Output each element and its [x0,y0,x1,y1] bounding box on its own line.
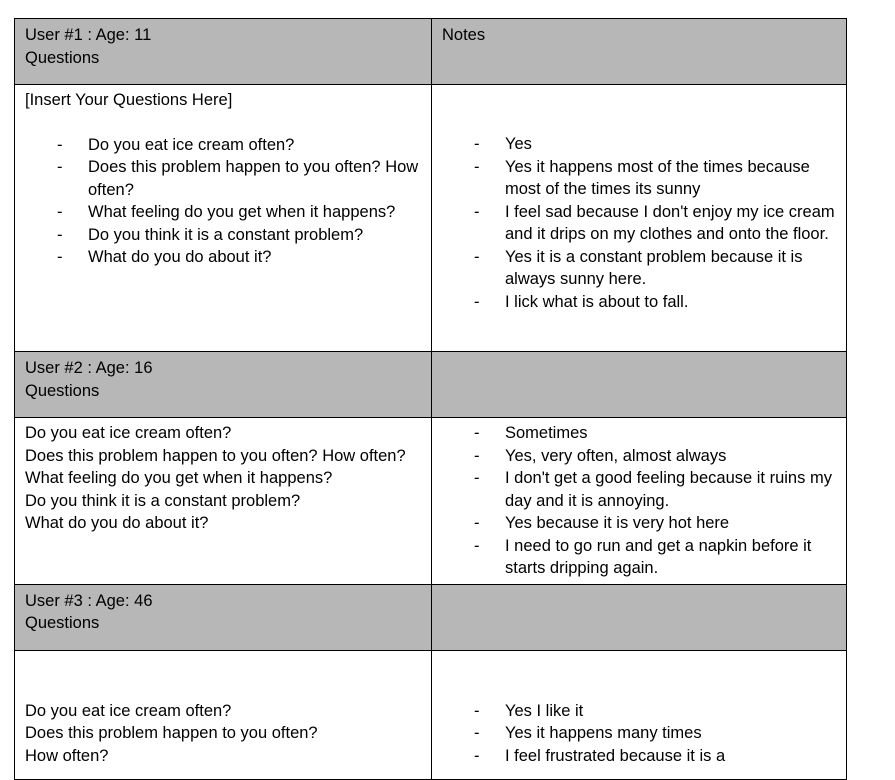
list-item: - Yes it happens most of the times because most of the times its sunny [442,156,836,201]
question-text: What feeling do you get when it happens? [25,469,333,487]
list-item: - I feel frustrated because it is a [442,745,836,768]
list-item: - Do you eat ice cream often? [25,134,421,157]
user-2-header-row [15,352,847,418]
list-item: - Does this problem happen to you often? How often? [25,156,421,201]
user-1-questions-label: Questions [25,48,100,67]
user-1-body-row [15,85,847,352]
user-1-questions-list [25,134,421,269]
list-item: - I don't get a good feeling because it ruins my day and it is annoying. [442,467,836,512]
user-1-header-cell[interactable] [15,19,432,85]
user-3-title: User #3 : Age: 46 [25,591,153,610]
interview-table [14,18,847,780]
user-1-notes-cell[interactable] [432,85,847,352]
user-3-answers-list [442,700,836,768]
question-text: Do you eat ice cream often? [25,424,232,442]
user-2-notes-cell[interactable] [432,418,847,585]
list-item: - I need to go run and get a napkin before it starts dripping again. [442,535,836,580]
user-1-header-row [15,19,847,85]
list-item: - What do you do about it? [25,246,421,269]
list-item: - Yes it is a constant problem because it is always sunny here. [442,246,836,291]
list-item: - What feeling do you get when it happens? [25,201,421,224]
question-text: Do you eat ice cream often? [25,701,232,720]
list-item: - Yes I like it [442,700,836,723]
list-item: - I feel sad because I don't enjoy my ice cream and it drips on my clothes and onto the floor. [442,201,836,246]
user-3-questions-cell[interactable] [15,650,432,779]
user-2-header-cell[interactable] [15,352,432,418]
list-item: - Do you think it is a constant problem? [25,224,421,247]
notes-label: Notes [442,26,486,44]
question-text: How often? [25,746,109,765]
user-2-title: User #2 : Age: 16 [25,359,153,377]
question-text: What do you do about it? [25,514,209,532]
user-2-body-row [15,418,847,585]
question-text: Do you think it is a constant problem? [25,491,301,510]
list-item: - Sometimes [442,422,836,445]
list-item: - Yes it happens many times [442,722,836,745]
question-text: Does this problem happen to you often? [25,724,318,742]
user-3-notes-header-cell[interactable] [432,584,847,650]
user-2-questions-label: Questions [25,381,100,400]
question-text: Does this problem happen to you often? How often? [25,446,406,465]
notes-header-cell[interactable] [432,19,847,85]
user-3-questions-label: Questions [25,614,100,632]
user-3-header-row [15,584,847,650]
list-item: - Yes [442,133,836,156]
list-item: - Yes because it is very hot here [442,512,836,535]
user-3-body-row [15,650,847,779]
list-item: - Yes, very often, almost always [442,445,836,468]
user-2-notes-header-cell[interactable] [432,352,847,418]
user-3-notes-cell[interactable] [432,650,847,779]
list-item: - I lick what is about to fall. [442,291,836,314]
user-1-answers-list [442,133,836,313]
user-2-questions-cell[interactable] [15,418,432,585]
user-2-answers-list [442,422,836,580]
questions-placeholder: [Insert Your Questions Here] [25,91,233,109]
user-3-header-cell[interactable] [15,584,432,650]
user-1-questions-cell[interactable] [15,85,432,352]
user-1-title: User #1 : Age: 11 [25,26,152,44]
